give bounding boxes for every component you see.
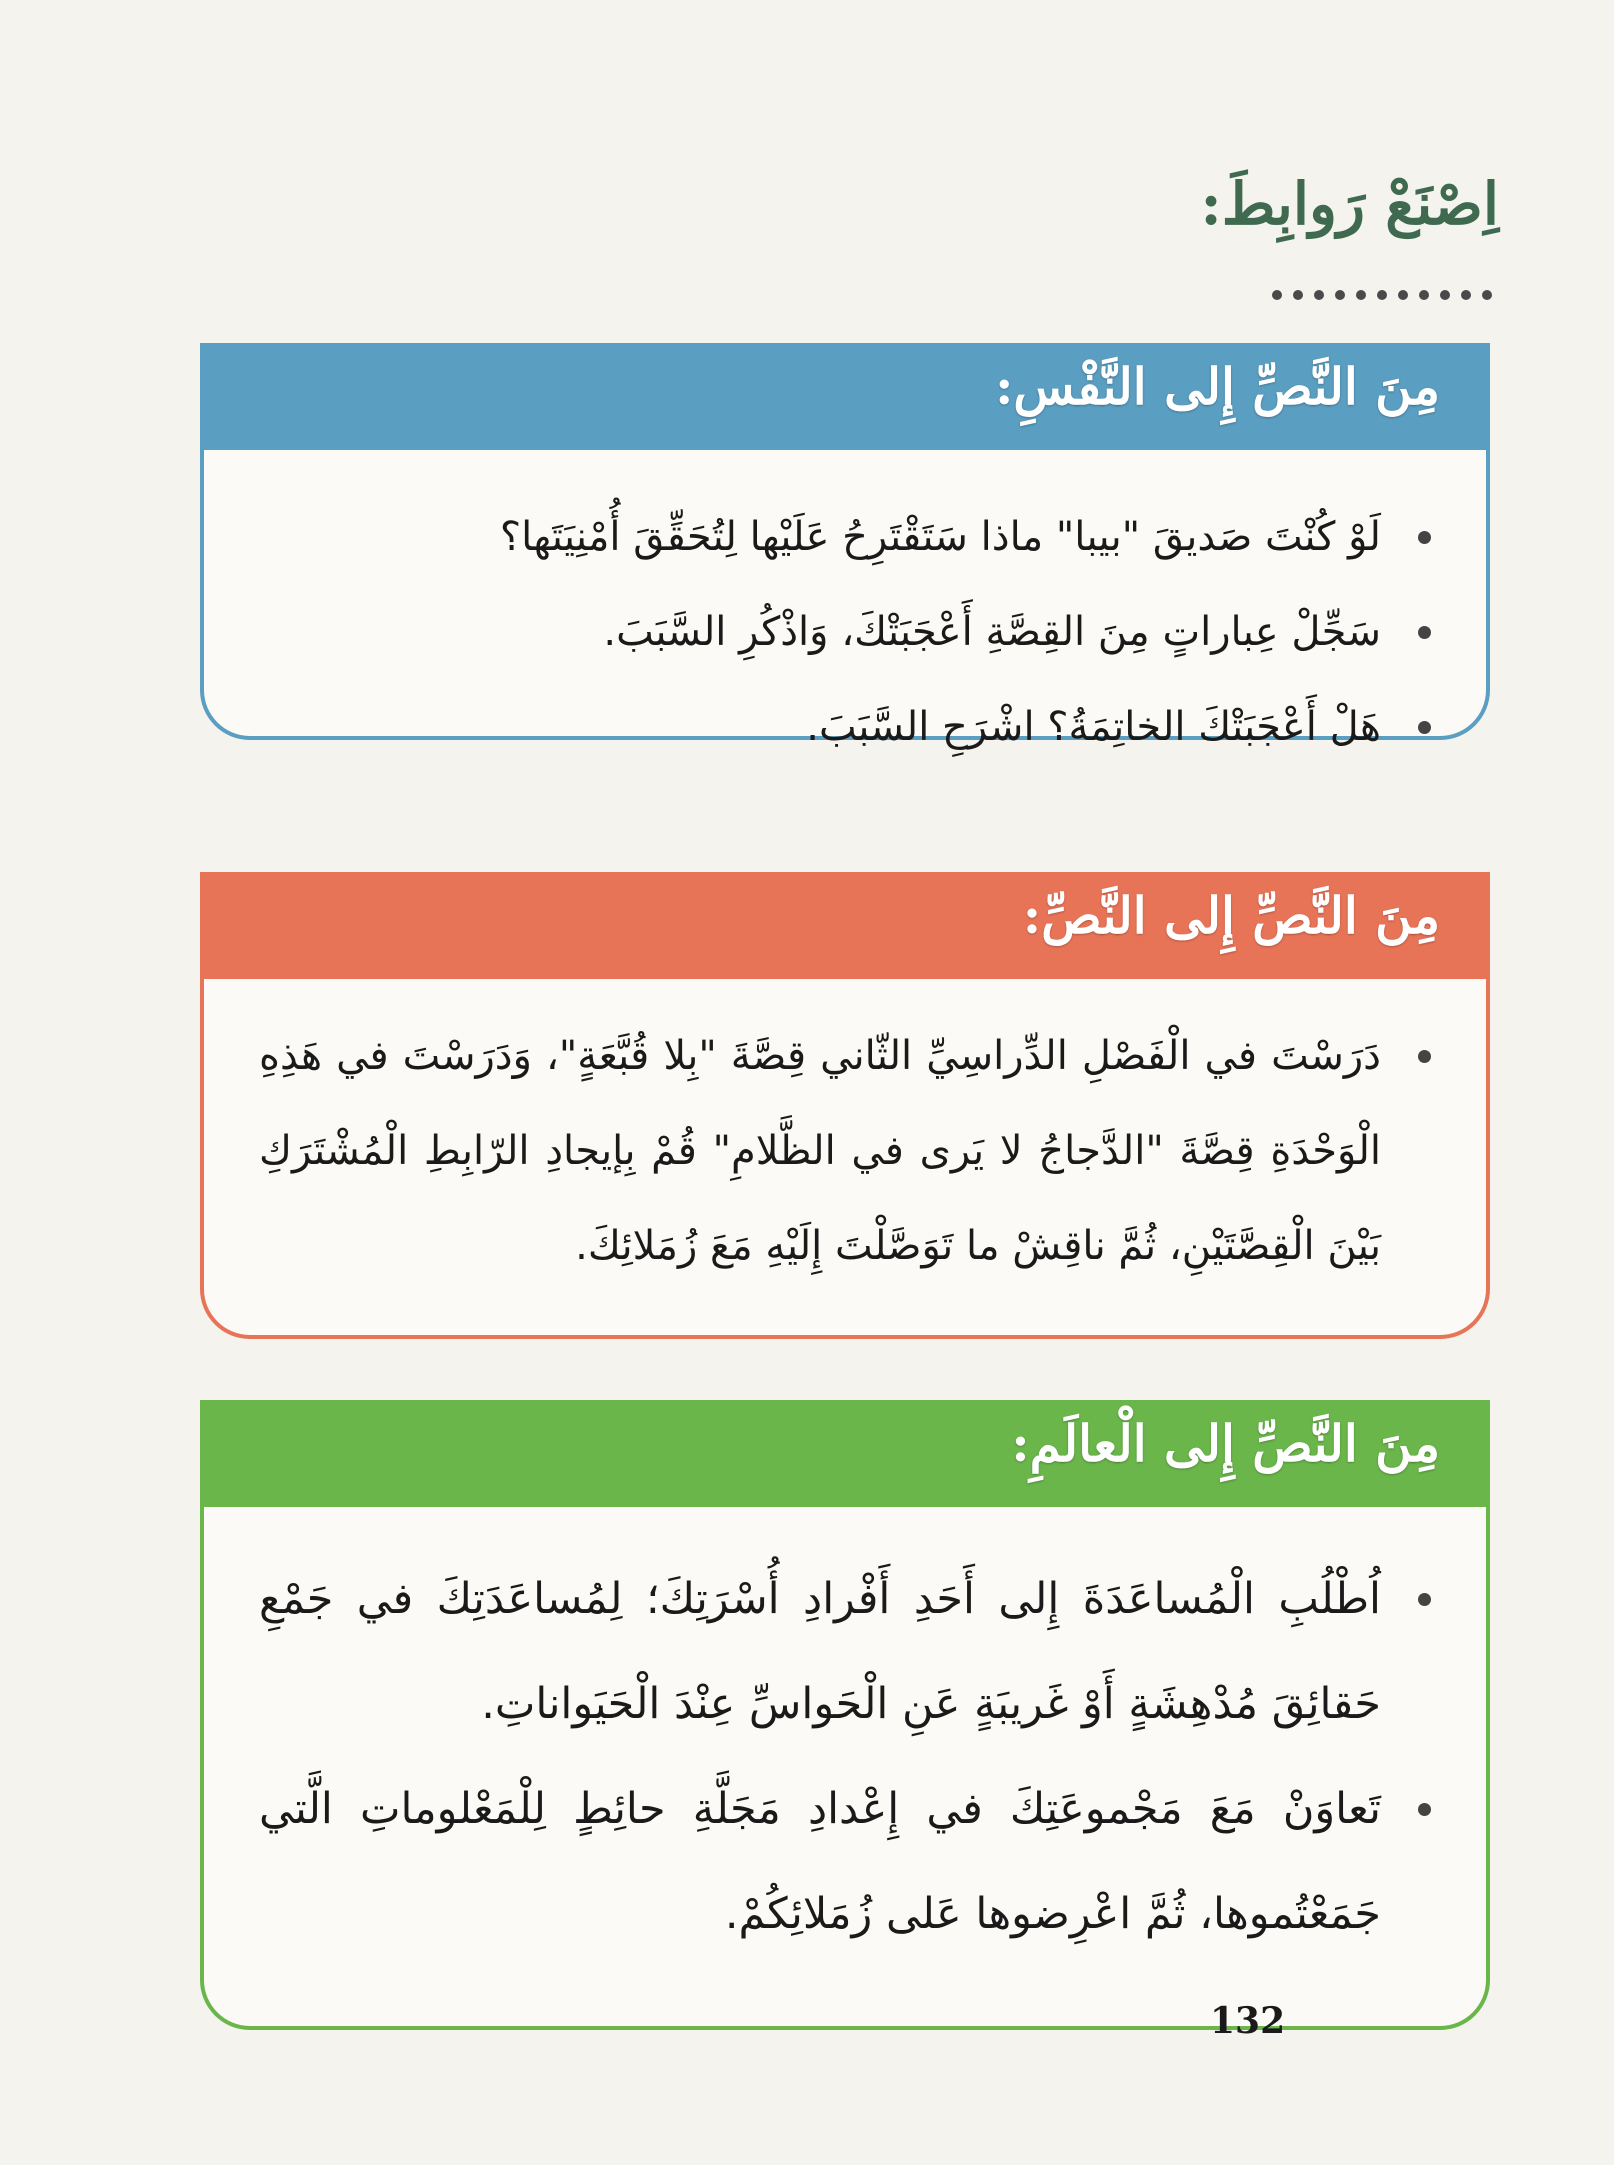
- text-to-world-card: [200, 1400, 1490, 2030]
- divider-dot: [1482, 290, 1492, 300]
- bullet-icon: [1418, 1593, 1431, 1606]
- bullet-icon: [1418, 531, 1431, 544]
- bullet-icon: [1418, 721, 1431, 734]
- card-title: مِنَ النَّصِّ إِلى النَّصِّ:: [1022, 886, 1440, 945]
- divider-dot: [1377, 290, 1387, 300]
- text-to-self-card: [200, 343, 1490, 750]
- bullet-icon: [1418, 626, 1431, 639]
- card-title: مِنَ النَّصِّ إِلى الْعالَمِ:: [1011, 1414, 1440, 1473]
- list-item: [259, 585, 1431, 680]
- card-title: مِنَ النَّصِّ إِلى النَّفْسِ:: [994, 357, 1440, 416]
- question-list: [259, 490, 1431, 775]
- page-heading: اِصْنَعْ رَوابِطَ:: [1200, 170, 1499, 238]
- divider-dot: [1293, 290, 1303, 300]
- divider-dot: [1398, 290, 1408, 300]
- item-text: تَعاوَنْ مَعَ مَجْموعَتِكَ في إِعْدادِ مَجَلَّةِ حائِطٍ لِلْمَعْلوماتِ الَّتي جَمَعْتُموها، ثُمَّ اعْرِضوها عَلى زُمَلائِكُمْ.: [259, 1784, 1381, 1939]
- divider-dot: [1440, 290, 1450, 300]
- item-text: سَجِّلْ عِباراتٍ مِنَ القِصَّةِ أَعْجَبَتْكَ، وَاذْكُرِ السَّبَبَ.: [603, 609, 1381, 655]
- item-text: دَرَسْتَ في الْفَصْلِ الدِّراسِيِّ الثّاني قِصَّةَ "بِلا قُبَّعَةٍ"، وَدَرَسْتَ في هَذِهِ الْوَحْدَةِ قِصَّةَ "الدَّجاجُ لا يَرى في الظَّلامِ" قُمْ بِإيجادِ الرّابِطِ الْمُشْتَرَكِ بَيْنَ الْقِصَّتَيْنِ، ثُمَّ ناقِشْ ما تَوَصَّلْتَ إِلَيْهِ مَعَ زُمَلائِكَ.: [259, 1033, 1381, 1269]
- card-header: [200, 1400, 1490, 1507]
- bullet-icon: [1418, 1050, 1431, 1063]
- list-item: [259, 490, 1431, 585]
- item-text: لَوْ كُنْتَ صَديقَ "بيبا" ماذا سَتَقْتَرِحُ عَلَيْها لِتُحَقِّقَ أُمْنِيَتَها؟: [499, 514, 1381, 560]
- list-item: [259, 680, 1431, 775]
- divider-dot: [1335, 290, 1345, 300]
- divider-dot: [1461, 290, 1471, 300]
- list-item: [259, 1009, 1431, 1294]
- divider-dot: [1314, 290, 1324, 300]
- question-list: [259, 1009, 1431, 1294]
- card-body: [200, 979, 1490, 1339]
- card-body: [200, 1507, 1490, 2030]
- dotted-divider: [1272, 290, 1492, 300]
- item-text: اُطْلُبِ الْمُساعَدَةَ إِلى أَحَدِ أَفْرادِ أُسْرَتِكَ؛ لِمُساعَدَتِكَ في جَمْعِ حَقائِقَ مُدْهِشَةٍ أَوْ غَريبَةٍ عَنِ الْحَواسِّ عِنْدَ الْحَيَواناتِ.: [259, 1574, 1381, 1729]
- item-text: هَلْ أَعْجَبَتْكَ الخاتِمَةُ؟ اشْرَحِ السَّبَبَ.: [806, 704, 1381, 750]
- text-to-text-card: [200, 872, 1490, 1339]
- list-item: [259, 1547, 1431, 1757]
- page-number: 132: [1210, 2000, 1286, 2042]
- divider-dot: [1272, 290, 1282, 300]
- card-header: [200, 872, 1490, 979]
- card-header: [200, 343, 1490, 450]
- question-list: [259, 1547, 1431, 1967]
- card-body: [200, 450, 1490, 750]
- list-item: [259, 1757, 1431, 1967]
- divider-dot: [1356, 290, 1366, 300]
- bullet-icon: [1418, 1803, 1431, 1816]
- divider-dot: [1419, 290, 1429, 300]
